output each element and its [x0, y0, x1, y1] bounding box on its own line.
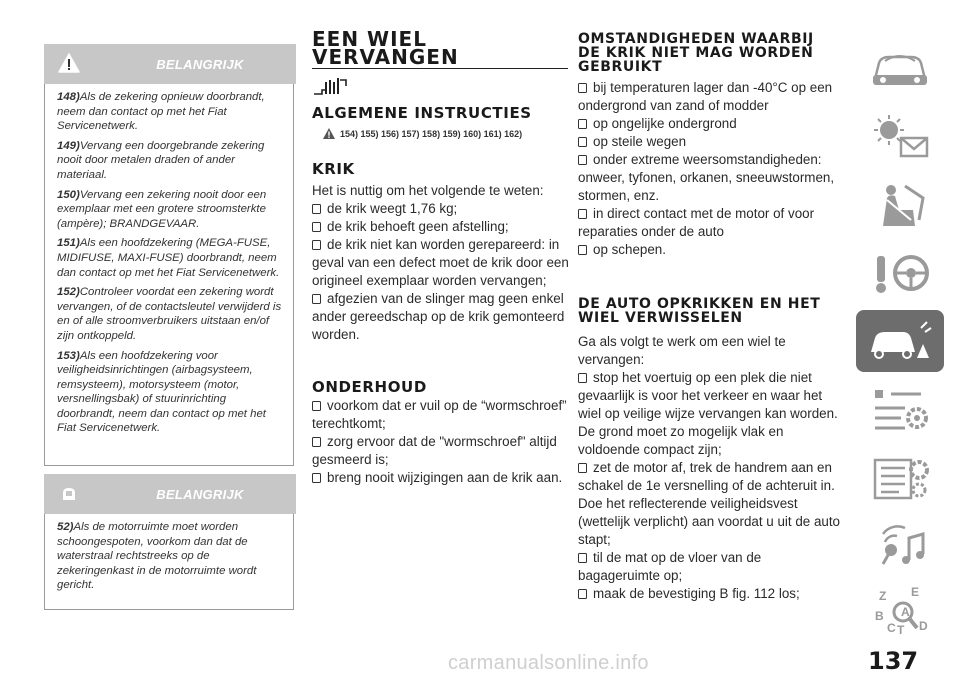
list-item-text: breng nooit wijzigingen aan de krik aan.: [327, 470, 563, 485]
page-number: 137: [868, 647, 919, 675]
warning-lights-icon[interactable]: [856, 106, 944, 168]
list-item: [312, 200, 570, 218]
note-number: 150): [57, 188, 80, 201]
note-number: 148): [57, 91, 80, 103]
note-text: Controleer voordat een zekering wordt vervangen, of de contactsleutel verwijderd is en of alle stroomverbruikers uitstaan en/of zijn ontkoppeld.: [57, 286, 282, 342]
section-title: [312, 27, 567, 69]
list-item-text: in direct contact met de motor of voor reparaties onder de auto: [578, 206, 815, 239]
index-icon[interactable]: [856, 582, 944, 644]
important-box-1-body: [44, 84, 294, 466]
opkrikken-intro: Ga als volgt te werk om een wiel te vervangen:: [578, 334, 786, 367]
note-text: Vervang een zekering nooit door een exemplaar met een grotere stroomsterkte (ampère); BRANDGEVAAR.: [57, 188, 267, 230]
list-item-text: de krik niet kan worden gerepareerd: in geval van een defect moet de krik door een origineel exemplaar worden vervangen;: [312, 237, 569, 288]
list-item: [578, 115, 840, 133]
watermark: carmanualsonline.info: [448, 652, 649, 674]
checkbox-bullet-icon: [578, 589, 587, 599]
warning-references: 154) 155) 156) 157) 158) 159) 160) 161) 162): [340, 129, 523, 139]
important-box-1-title: BELANGRIJK: [156, 56, 244, 72]
warning-icon: [322, 127, 336, 140]
note-number: 153): [57, 349, 80, 362]
list-item-text: op steile wegen: [593, 134, 687, 149]
index-letter: B: [875, 609, 884, 623]
checkbox-bullet-icon: [578, 553, 587, 563]
breakdown-icon[interactable]: [856, 310, 944, 372]
checkbox-bullet-icon: [578, 119, 587, 129]
opkrikken-list: [578, 369, 840, 603]
list-item-text: op ongelijke ondergrond: [593, 116, 737, 131]
list-item: [578, 79, 840, 115]
multimedia-icon[interactable]: [856, 514, 944, 576]
checkbox-bullet-icon: [312, 222, 321, 232]
krik-heading: KRIK: [312, 160, 355, 178]
checkbox-bullet-icon: [578, 245, 587, 255]
list-item: [312, 236, 570, 290]
index-letter: C: [887, 621, 896, 635]
note-item: [57, 285, 285, 343]
list-item-text: onder extreme weersomstandigheden: onweer, tyfonen, orkanen, sneeuwstormen, stormen, enz.: [578, 152, 835, 203]
list-item-text: zorg ervoor dat de "wormschroef" altijd gesmeerd is;: [312, 434, 557, 467]
note-text: Als een hoofdzekering (MEGA-FUSE, MIDIFUSE, MAXI-FUSE) doorbrandt, neem dan contact op met het Fiat Servicenetwerk.: [57, 237, 280, 279]
note-number: 52): [57, 521, 74, 533]
list-item-text: til de mat op de vloer van de bagageruimte op;: [578, 550, 762, 583]
list-item-text: de krik behoeft geen afstelling;: [327, 219, 509, 234]
note-number: 149): [57, 139, 80, 152]
checkbox-bullet-icon: [578, 83, 587, 93]
list-item-text: op schepen.: [593, 242, 666, 257]
note-text: Als een hoofdzekering voor veiligheidsinrichtingen (airbagsysteem, remsysteem), motorsysteem (motor, versnellingsbak) of stuurinrichting doorbrandt, neem dan contact op met het Fiat Servicenetwerk.: [57, 349, 266, 435]
checkbox-bullet-icon: [578, 155, 587, 165]
note-item: [57, 236, 285, 280]
checkbox-bullet-icon: [578, 209, 587, 219]
section-title-line2: VERVANGEN: [312, 45, 459, 69]
opkrikken-heading: DE AUTO OPKRIKKEN EN HET WIEL VERWISSELEN: [578, 296, 821, 326]
list-item: [578, 549, 840, 585]
krik-section: [312, 182, 570, 344]
note-item: [57, 188, 285, 232]
jack-icon: [312, 76, 350, 98]
checkbox-bullet-icon: [312, 401, 321, 411]
checkbox-bullet-icon: [312, 437, 321, 447]
seat-safety-icon[interactable]: [856, 174, 944, 236]
index-letter: Z: [879, 589, 887, 603]
note-text: Vervang een doorgebrande zekering nooit door metalen draden of ander materiaal.: [57, 139, 265, 181]
list-item: [578, 585, 840, 603]
note-number: 152): [57, 286, 80, 299]
note-item: [57, 349, 285, 437]
list-item-text: de krik weegt 1,76 kg;: [327, 201, 458, 216]
engine-bay-warning-icon: [58, 483, 80, 503]
note-text: Als de motorruimte moet worden schoongespoten, voorkom dan dat de waterstraal rechtstreeks op de zekeringenkast in de motorruimte wordt gericht.: [57, 521, 257, 592]
list-item-text: afgezien van de slinger mag geen enkel ander gereedschap op de krik gemonteerd worden.: [312, 291, 565, 342]
krik-intro: Het is nuttig om het volgende te weten:: [312, 183, 544, 198]
title-rule: [312, 68, 568, 69]
list-item: [578, 369, 840, 459]
note-item: [57, 520, 285, 593]
maintenance-icon[interactable]: [856, 378, 944, 440]
list-item: [312, 469, 570, 487]
list-item: [578, 151, 840, 205]
list-item: [312, 433, 570, 469]
checkbox-bullet-icon: [578, 137, 587, 147]
warning-triangle-icon: [58, 53, 80, 73]
list-item-text: voorkom dat er vuil op de “wormschroef” terechtkomt;: [312, 398, 567, 431]
index-letter: E: [911, 586, 920, 599]
checkbox-bullet-icon: [312, 240, 321, 250]
list-item: [578, 459, 840, 549]
list-item-text: stop het voertuig op een plek die niet gevaarlijk is voor het verkeer en waar het wiel op veilige wijze vervangen kan worden. De grond moet zo mogelijk vlak en voldoende compact zijn;: [578, 370, 838, 457]
index-letter: D: [919, 619, 928, 633]
checkbox-bullet-icon: [578, 463, 587, 473]
list-item: [578, 241, 840, 259]
onderhoud-heading: ONDERHOUD: [312, 378, 427, 396]
note-item: [57, 139, 285, 183]
checkbox-bullet-icon: [312, 294, 321, 304]
section-title-line1: EEN WIEL: [312, 27, 427, 51]
list-item: [312, 397, 570, 433]
omstandigheden-heading: OMSTANDIGHEDEN WAARBIJ DE KRIK NIET MAG WORDEN GEBRUIKT: [578, 31, 814, 75]
key-steering-icon[interactable]: [856, 242, 944, 304]
index-letter: A: [901, 605, 910, 619]
list-item: [312, 218, 570, 236]
omstandigheden-list: [578, 79, 840, 259]
list-item-text: bij temperaturen lager dan -40°C op een ondergrond van zand of modder: [578, 80, 833, 113]
technical-data-icon[interactable]: [856, 446, 944, 508]
list-item-text: zet de motor af, trek de handrem aan en schakel de 1e versnelling of de achteruit in. Doe het reflecterende veiligheidsvest (wettelijk verplicht) aan voordat u uit de auto stapt;: [578, 460, 841, 547]
onderhoud-list: [312, 397, 570, 487]
important-box-1-header: [44, 44, 296, 84]
list-item-text: maak de bevestiging B fig. 112 los;: [593, 586, 800, 601]
checkbox-bullet-icon: [312, 204, 321, 214]
important-box-2-header: [44, 474, 296, 514]
checkbox-bullet-icon: [312, 473, 321, 483]
krik-list: [312, 200, 570, 344]
important-box-2-title: BELANGRIJK: [156, 486, 244, 502]
checkbox-bullet-icon: [578, 373, 587, 383]
list-item: [578, 205, 840, 241]
note-number: 151): [57, 237, 80, 250]
general-instructions-heading: ALGEMENE INSTRUCTIES: [312, 104, 532, 122]
omstandigheden-section: [578, 79, 840, 259]
important-box-2-body: [44, 514, 294, 610]
note-item: [57, 90, 285, 134]
list-item: [312, 290, 570, 344]
note-text: Als de zekering opnieuw doorbrandt, neem dan contact op met het Fiat Servicenetwerk.: [57, 91, 265, 133]
onderhoud-section: [312, 397, 570, 487]
car-dashboard-icon[interactable]: [856, 38, 944, 100]
index-letter: T: [897, 623, 905, 637]
opkrikken-section: [578, 333, 840, 603]
list-item: [578, 133, 840, 151]
